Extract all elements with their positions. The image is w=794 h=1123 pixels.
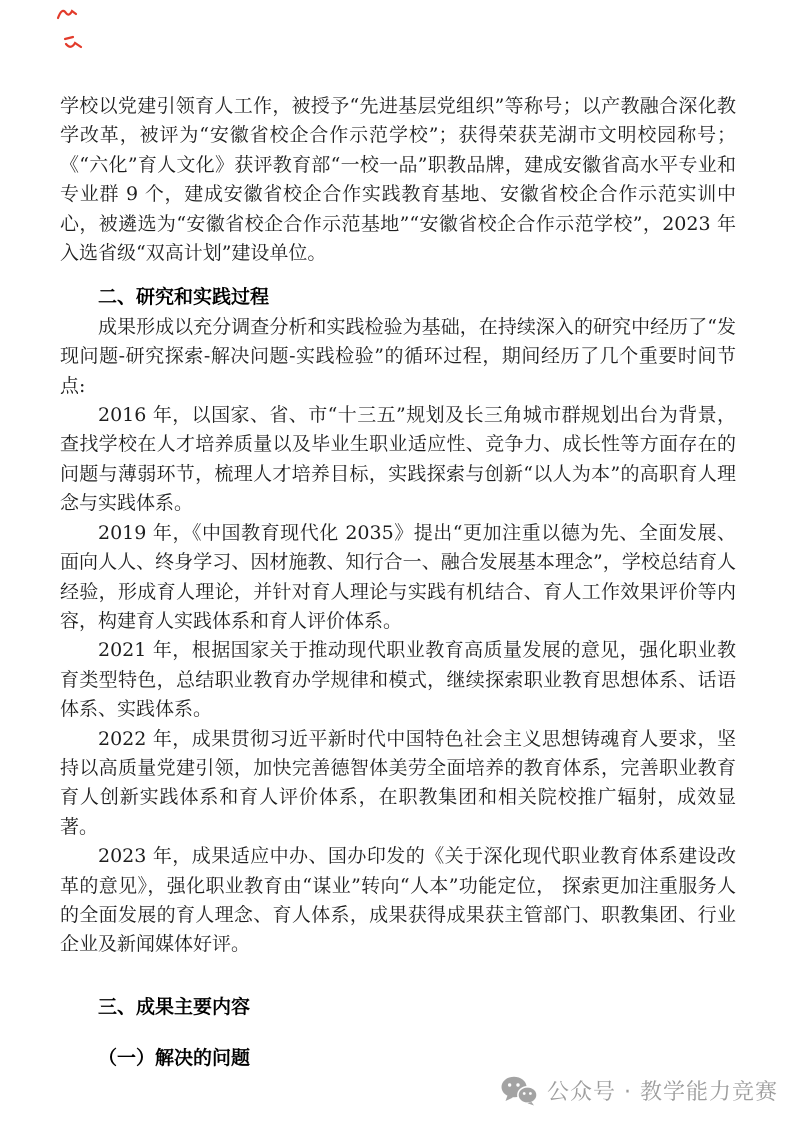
heading-section-3: 三、成果主要内容 [98,995,251,1018]
red-pen-mark-icon [56,5,78,23]
paragraph-2021: 2021 年，根据国家关于推动现代职业教育高质量发展的意见，强化职业教育类型特色，总结职业教育办学规律和模式，继续探索职业教育思想体系、话语体系、实践体系。 [60,639,736,721]
paragraph-2016: 2016 年，以国家、省、市“十三五”规划及长三角城市群规划出台为背景，查找学校在人才培养质量以及毕业生职业适应性、竞争力、成长性等方面存在的问题与薄弱环节，梳理人才培养目标，实践探索与创新“以人为本”的高职育人理念与实践体系。 [60,404,736,515]
wechat-watermark [501,1075,778,1106]
paragraph-2023: 2023 年，成果适应中办、国办印发的《关于深化现代职业教育体系建设改革的意见》，强化职业教育由“谋业”转向“人本”功能定位， 探索更加注重服务人的全面发展的育人理念、育人体系，成果获得成果获主管部门、职教集团、行业企业及新闻媒体好评。 [60,845,736,956]
paragraph-research-intro: 成果形成以充分调查分析和实践检验为基础，在持续深入的研究中经历了“发现问题-研究探索-解决问题-实践检验”的循环过程，期间经历了几个重要时间节点: [60,315,736,397]
paragraph-2022: 2022 年，成果贯彻习近平新时代中国特色社会主义思想铸魂育人要求，坚持以高质量党建引领，加快完善德智体美劳全面培养的教育体系，完善职业教育育人创新实践体系和育人评价体系，在职教集团和相关院校推广辐射，成效显著。 [60,727,736,838]
heading-section-3-sub-1: （一）解决的问题 [98,1047,251,1070]
paragraph-2019: 2019 年，《中国教育现代化 2035》提出“更加注重以德为先、全面发展、面向人人、终身学习、因材施教、知行合一、融合发展基本理念”，学校总结育人经验，形成育人理论，并针对育人理论与实践有机结合、育人工作效果评价等内容，构建育人实践体系和育人评价体系。 [60,521,736,632]
watermark-text: 公众号 · 教学能力竞赛 [547,1080,778,1105]
paragraph-school-honors: 学校以党建引领育人工作，被授予“先进基层党组织”等称号；以产教融合深化教学改革，被评为“安徽省校企合作示范学校”；获得荣获芜湖市文明校园称号；《“六化”育人文化》获评教育部“一校一品”职教品牌，建成安徽省高水平专业和专业群 9 个，建成安徽省校企合作实践教育基地、安徽省校企合作示范实训中心，被遴选为“安徽省校企合作示范基地”“安徽省校企合作示范学校”，2023 年入选省级“双高计划”建设单位。 [60,95,736,265]
document-body [60,92,736,1074]
heading-section-2: 二、研究和实践过程 [98,286,270,309]
red-pen-mark-icon [62,34,84,52]
wechat-logo-icon [501,1076,538,1106]
